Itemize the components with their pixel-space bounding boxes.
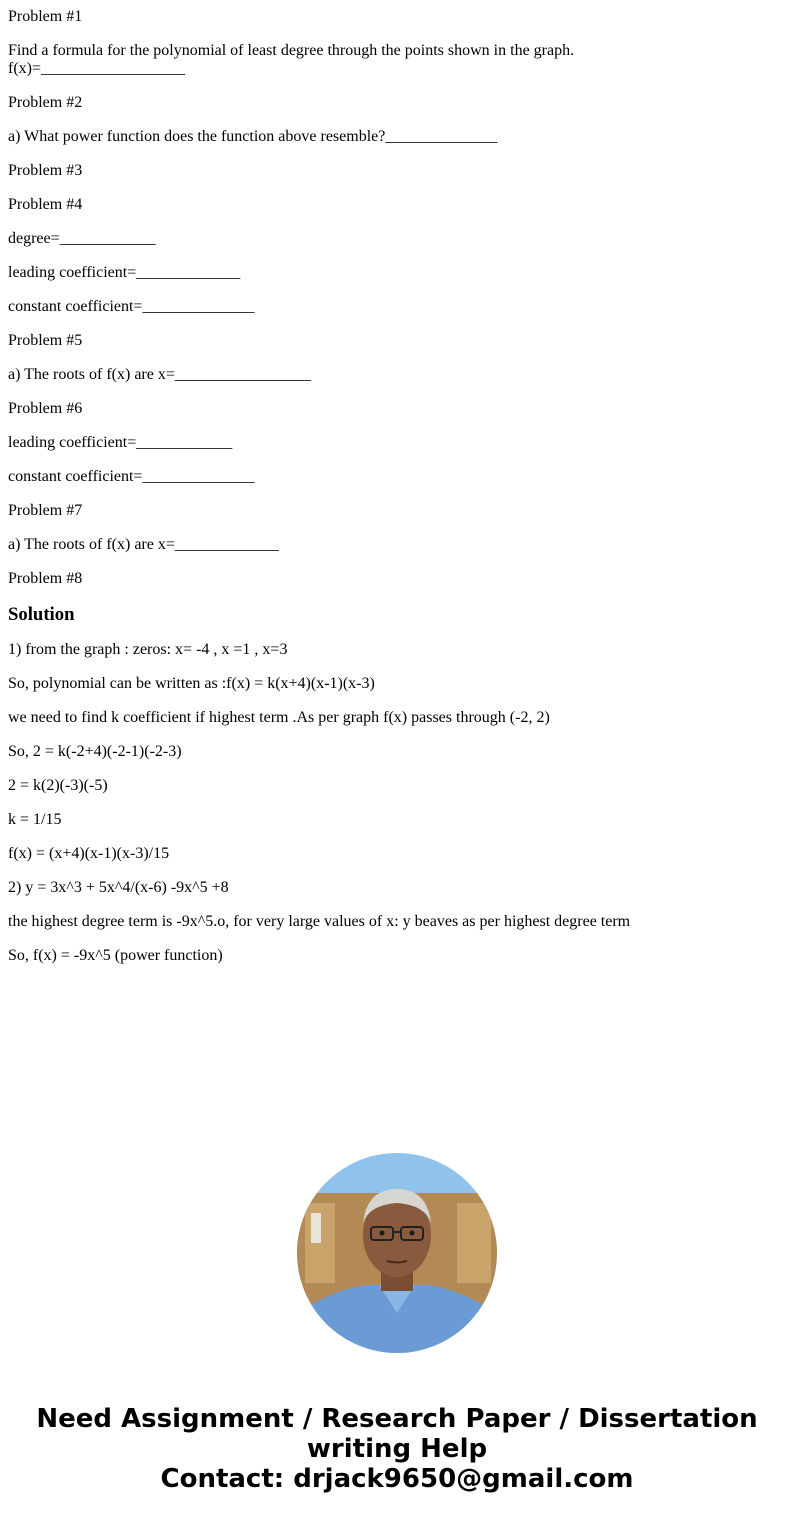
problem-1-text	[8, 42, 786, 78]
problem-1-heading: Problem #1	[8, 8, 83, 25]
solution-line: So, 2 = k(-2+4)(-2-1)(-2-3)	[8, 743, 182, 760]
problem-2-question: a) What power function does the function above resemble?______________	[8, 128, 498, 145]
author-photo	[297, 1153, 497, 1353]
solution-line: f(x) = (x+4)(x-1)(x-3)/15	[8, 845, 170, 862]
problem-6-heading: Problem #6	[8, 400, 83, 417]
author-avatar	[297, 1153, 497, 1353]
problem-1-answer-blank: f(x)=__________________	[8, 60, 186, 77]
solution-line: 1) from the graph : zeros: x= -4 , x =1 , x=3	[8, 641, 288, 658]
problem-2-heading: Problem #2	[8, 94, 83, 111]
problem-4-constant-coefficient: constant coefficient=______________	[8, 298, 255, 315]
solution-line: 2) y = 3x^3 + 5x^4/(x-6) -9x^5 +8	[8, 879, 229, 896]
document-body	[8, 8, 786, 981]
problem-6-constant-coefficient: constant coefficient=______________	[8, 468, 255, 485]
solution-heading: Solution	[8, 604, 75, 625]
solution-line: 2 = k(2)(-3)(-5)	[8, 777, 108, 794]
problem-5-heading: Problem #5	[8, 332, 83, 349]
problem-4-heading: Problem #4	[8, 196, 83, 213]
problem-3-heading: Problem #3	[8, 162, 83, 179]
problem-7-roots: a) The roots of f(x) are x=_____________	[8, 536, 279, 553]
problem-8-heading: Problem #8	[8, 570, 83, 587]
problem-1-question: Find a formula for the polynomial of least degree through the points shown in the graph.	[8, 42, 575, 59]
footer-contact	[0, 1404, 794, 1494]
problem-4-leading-coefficient: leading coefficient=_____________	[8, 264, 241, 281]
footer-contact-email: Contact: drjack9650@gmail.com	[160, 1464, 634, 1494]
footer-line-1: Need Assignment / Research Paper / Dissertation	[36, 1404, 758, 1434]
solution-line: we need to find k coefficient if highest term .As per graph f(x) passes through (-2, 2)	[8, 709, 550, 726]
problem-4-degree: degree=____________	[8, 230, 156, 247]
solution-line: So, polynomial can be written as :f(x) = k(x+4)(x-1)(x-3)	[8, 675, 375, 692]
solution-line: So, f(x) = -9x^5 (power function)	[8, 947, 223, 964]
footer-line-2: writing Help	[306, 1434, 488, 1464]
problem-5-roots: a) The roots of f(x) are x=_________________	[8, 366, 311, 383]
solution-line: k = 1/15	[8, 811, 62, 828]
problem-6-leading-coefficient: leading coefficient=____________	[8, 434, 233, 451]
solution-line: the highest degree term is -9x^5.o, for very large values of x: y beaves as per highest degree term	[8, 913, 631, 930]
problem-7-heading: Problem #7	[8, 502, 83, 519]
